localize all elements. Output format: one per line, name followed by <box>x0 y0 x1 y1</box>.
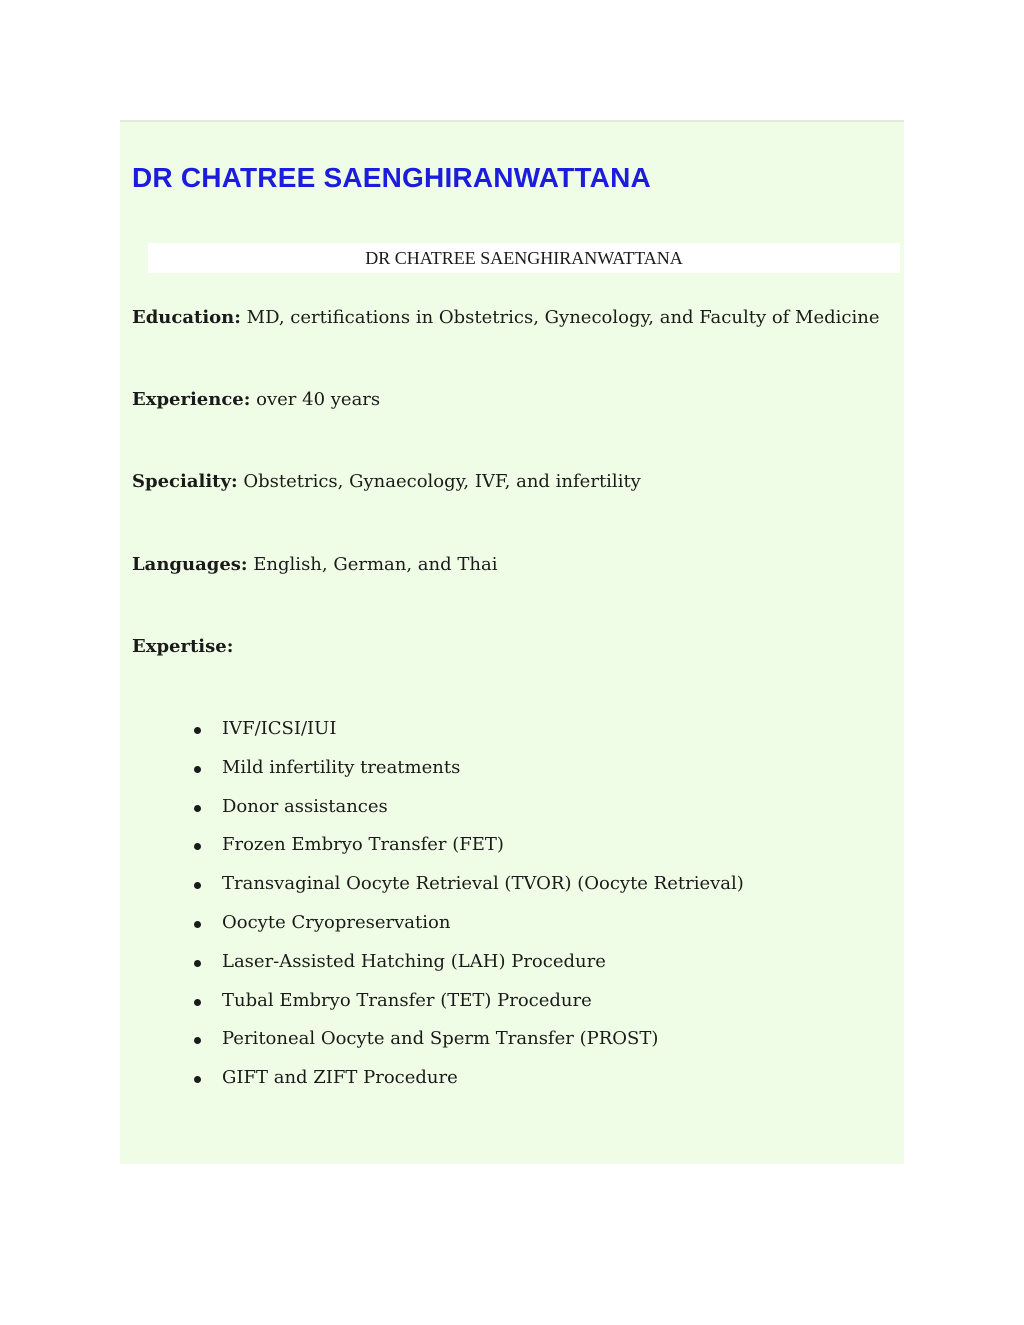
list-item: GIFT and ZIFT Procedure <box>188 1066 744 1105</box>
bullet-icon <box>194 999 201 1006</box>
speciality-field <box>132 471 641 492</box>
education-field <box>132 307 880 328</box>
experience-value: over 40 years <box>256 389 381 410</box>
education-value: MD, certifications in Obstetrics, Gynecology, and Faculty of Medicine <box>246 307 880 328</box>
bullet-icon <box>194 727 201 734</box>
list-item: IVF/ICSI/IUI <box>188 717 744 756</box>
education-label: Education: <box>132 307 241 328</box>
list-item: Donor assistances <box>188 795 744 834</box>
expertise-field <box>132 636 233 657</box>
list-item: Transvaginal Oocyte Retrieval (TVOR) (Oocyte Retrieval) <box>188 872 744 911</box>
bullet-icon <box>194 843 201 850</box>
bullet-icon <box>194 766 201 773</box>
list-item: Oocyte Cryopreservation <box>188 911 744 950</box>
doctor-image-alt-text: DR CHATREE SAENGHIRANWATTANA <box>148 243 900 273</box>
speciality-label: Speciality: <box>132 471 238 492</box>
languages-label: Languages: <box>132 554 248 575</box>
bullet-icon <box>194 805 201 812</box>
expertise-list <box>188 717 744 1105</box>
bullet-icon <box>194 960 201 967</box>
expertise-label: Expertise: <box>132 636 234 657</box>
bullet-icon <box>194 882 201 889</box>
languages-field <box>132 554 497 575</box>
list-item: Mild infertility treatments <box>188 756 744 795</box>
speciality-value: Obstetrics, Gynaecology, IVF, and infertility <box>243 471 641 492</box>
list-item: Tubal Embryo Transfer (TET) Procedure <box>188 989 744 1028</box>
experience-label: Experience: <box>132 389 251 410</box>
doctor-profile-panel <box>120 120 904 1164</box>
languages-value: English, German, and Thai <box>253 554 498 575</box>
list-item: Frozen Embryo Transfer (FET) <box>188 833 744 872</box>
page-title: DR CHATREE SAENGHIRANWATTANA <box>132 162 651 193</box>
list-item: Laser-Assisted Hatching (LAH) Procedure <box>188 950 744 989</box>
experience-field <box>132 389 380 410</box>
bullet-icon <box>194 921 201 928</box>
bullet-icon <box>194 1076 201 1083</box>
list-item: Peritoneal Oocyte and Sperm Transfer (PROST) <box>188 1027 744 1066</box>
bullet-icon <box>194 1037 201 1044</box>
